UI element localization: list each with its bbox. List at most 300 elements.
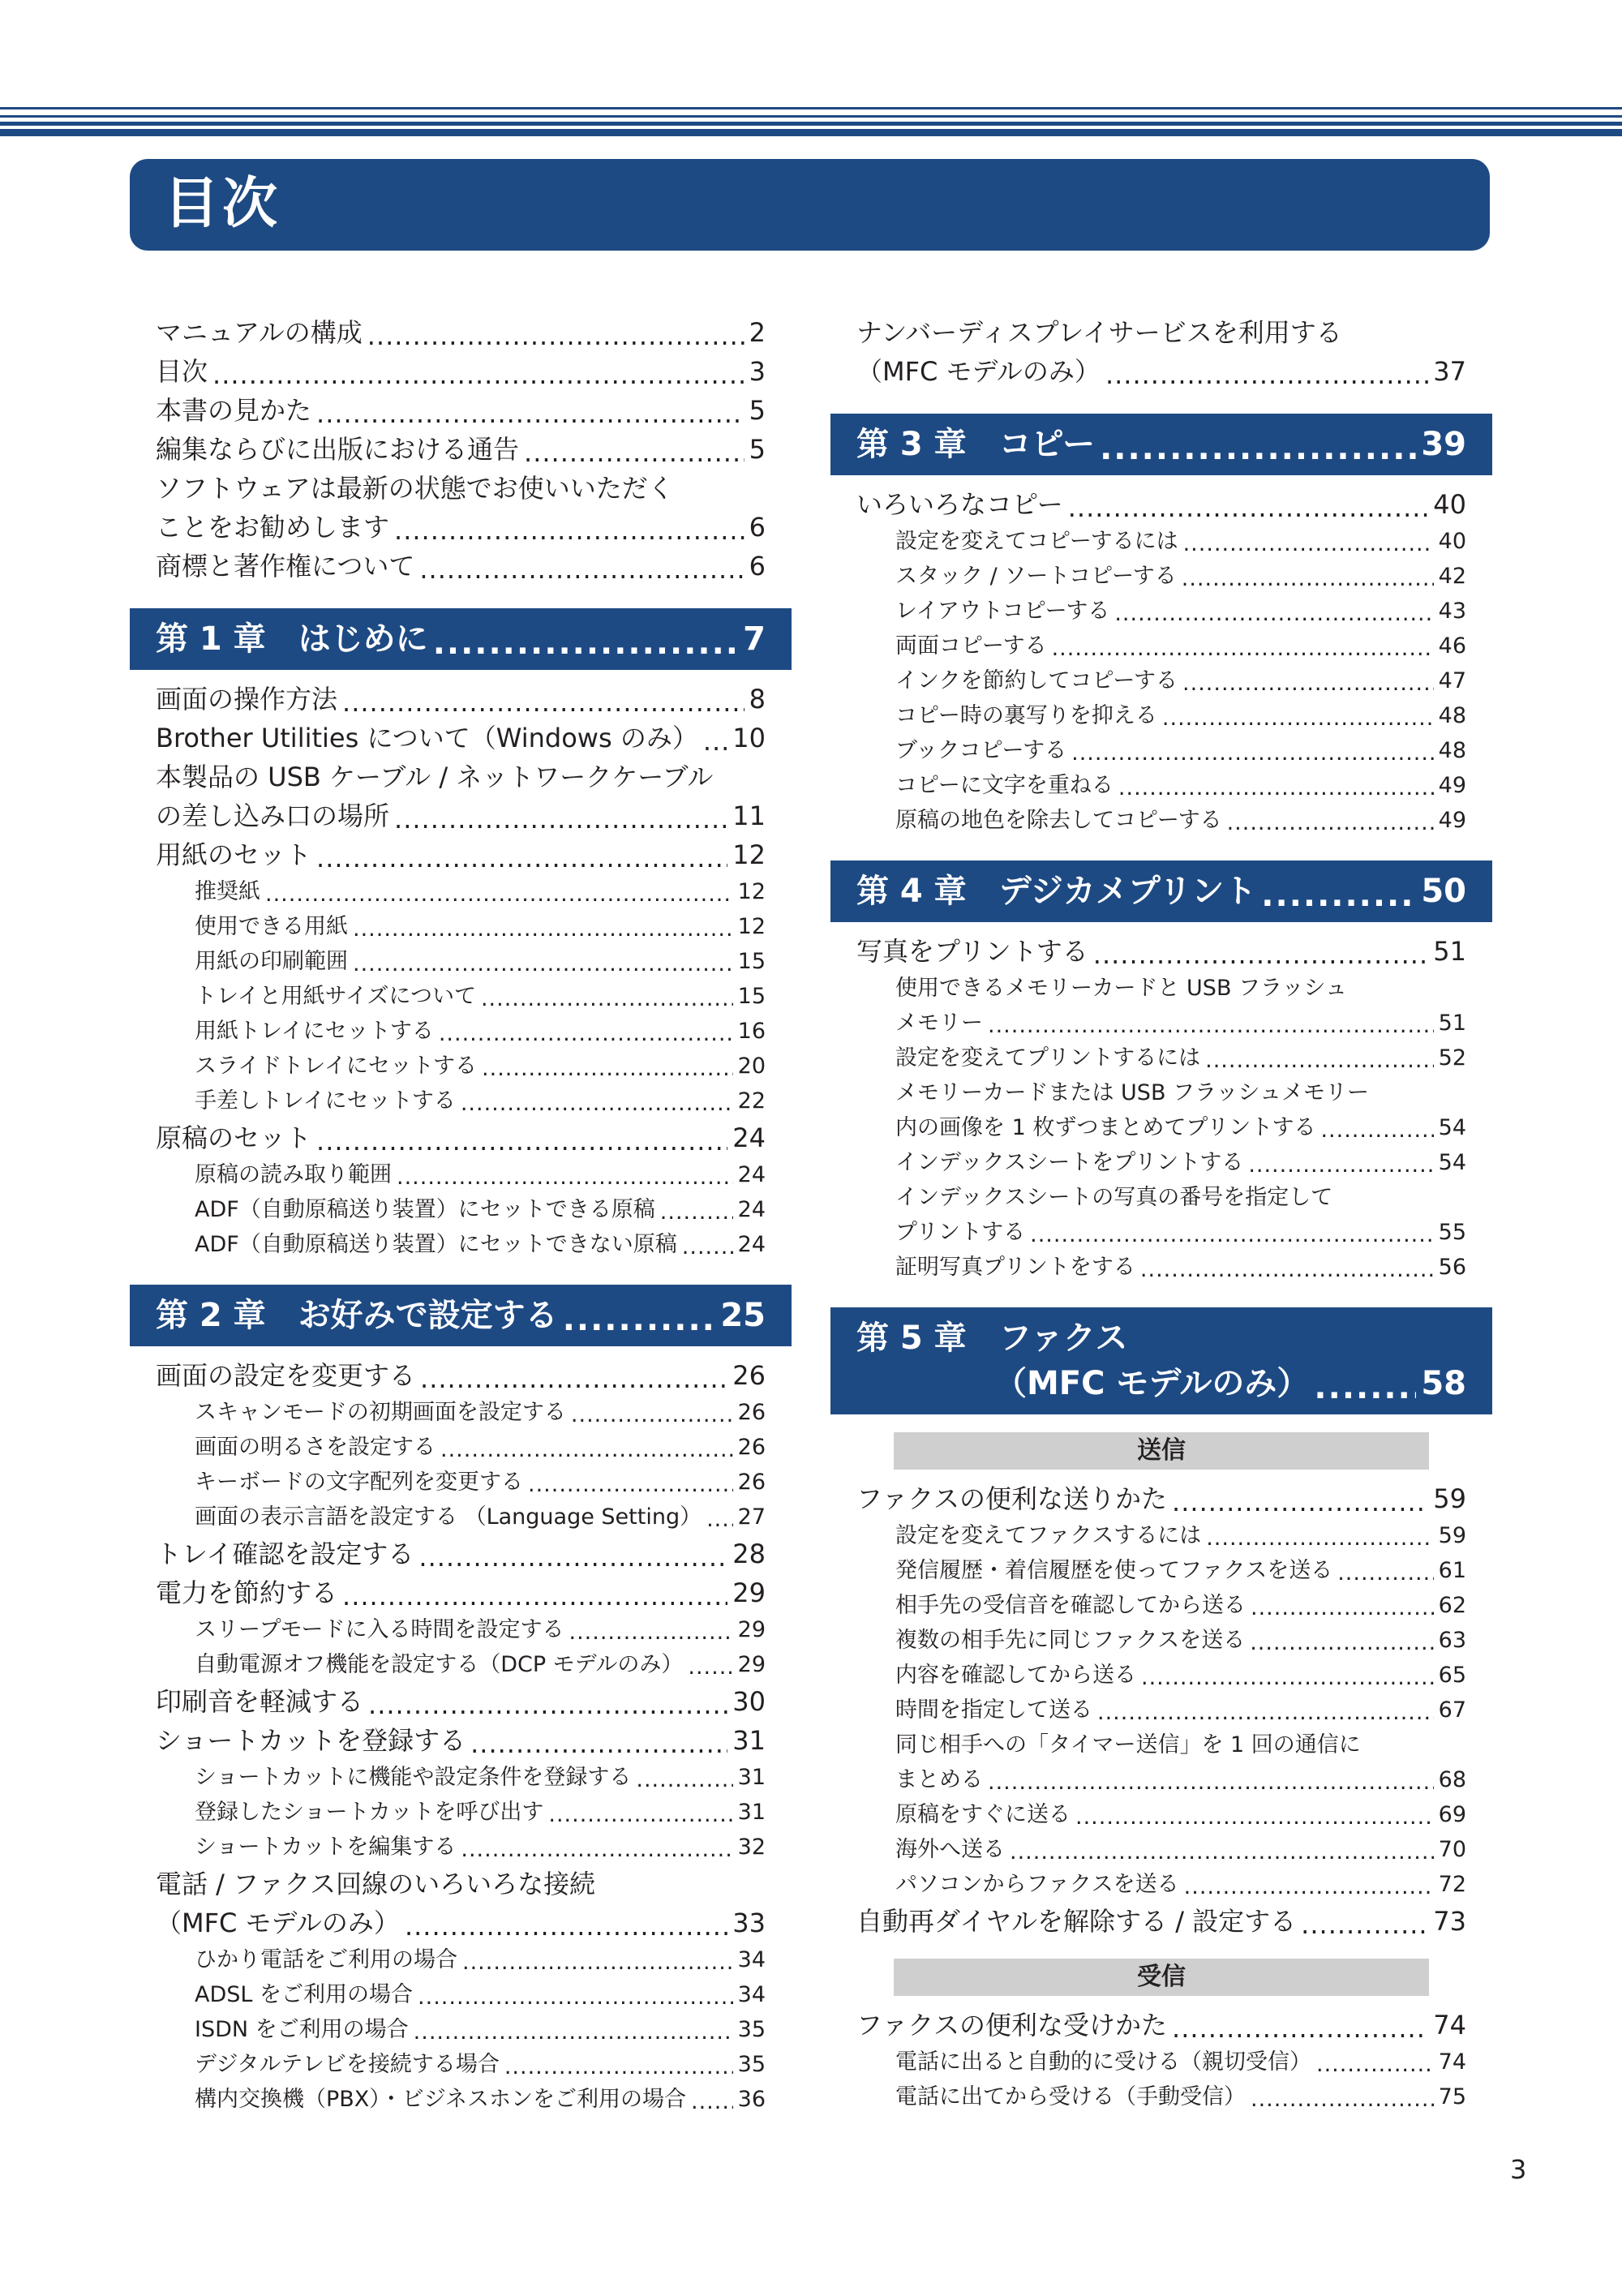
leader-dots bbox=[571, 1407, 733, 1430]
chapter-heading-row bbox=[156, 1293, 766, 1338]
toc-entry-row bbox=[195, 1795, 766, 1830]
toc-entry-page: 59 bbox=[1433, 1483, 1466, 1514]
toc-entry[interactable] bbox=[130, 1500, 792, 1534]
toc-entry-text: 画面の明るさを設定する bbox=[195, 1435, 436, 1460]
page-number: 3 bbox=[1510, 2154, 1527, 2185]
toc-entry-row bbox=[895, 1797, 1466, 1832]
leader-dots bbox=[1248, 1157, 1433, 1180]
toc-entry-page: 54 bbox=[1438, 1150, 1466, 1175]
toc-entry[interactable] bbox=[130, 1356, 792, 1395]
leader-dots bbox=[988, 1018, 1434, 1041]
toc-entry[interactable] bbox=[830, 971, 1492, 1041]
toc-entry-page: 55 bbox=[1438, 1220, 1466, 1245]
toc-entry-text: 電話に出ると自動的に受ける（親切受信） bbox=[895, 2049, 1311, 2075]
toc-entry-text: ADF（自動原稿送り装置）にセットできない原稿 bbox=[195, 1232, 677, 1257]
chapter-heading-ch3[interactable] bbox=[830, 414, 1492, 475]
toc-entry[interactable] bbox=[130, 719, 792, 757]
chapter-heading-line2 bbox=[856, 1361, 1466, 1406]
toc-entry[interactable] bbox=[130, 469, 792, 547]
toc-entry-text-line1: インデックスシートの写真の番号を指定して bbox=[895, 1185, 1333, 1210]
toc-entry-page: 12 bbox=[737, 879, 766, 904]
chapter-title: デジカメプリント bbox=[998, 873, 1257, 910]
toc-entry-row bbox=[195, 1465, 766, 1500]
toc-left-column bbox=[130, 313, 792, 2117]
toc-entry[interactable] bbox=[830, 932, 1492, 971]
toc-entry-row bbox=[195, 1014, 766, 1049]
toc-entry[interactable] bbox=[830, 1623, 1492, 1658]
toc-entry[interactable] bbox=[830, 594, 1492, 629]
toc-entry-row bbox=[195, 944, 766, 979]
toc-entry[interactable] bbox=[830, 559, 1492, 594]
leader-dots bbox=[316, 402, 744, 430]
toc-entry-text: キーボードの文字配列を変更する bbox=[195, 1470, 523, 1495]
toc-entry-row bbox=[195, 2047, 766, 2082]
toc-entry-row bbox=[895, 1553, 1466, 1588]
toc-entry[interactable] bbox=[130, 1084, 792, 1118]
toc-entry-page: 12 bbox=[732, 839, 766, 870]
toc-entry[interactable] bbox=[830, 1180, 1492, 1250]
toc-entry[interactable] bbox=[830, 1041, 1492, 1075]
toc-entry-row bbox=[195, 2012, 766, 2047]
toc-entry-row bbox=[156, 1534, 766, 1573]
leader-dots bbox=[1337, 1565, 1433, 1588]
chapter-heading-line1 bbox=[856, 1315, 1466, 1361]
leader-dots bbox=[1184, 1879, 1434, 1902]
leader-dots bbox=[1071, 745, 1434, 768]
toc-entry[interactable] bbox=[130, 1977, 792, 2012]
toc-entry-text: 原稿をすぐに送る bbox=[895, 1802, 1071, 1827]
toc-entry[interactable] bbox=[130, 1395, 792, 1430]
toc-entry[interactable] bbox=[830, 803, 1492, 838]
toc-entry-text: ショートカットを編集する bbox=[195, 1835, 457, 1860]
toc-entry-text: インクを節約してコピーする bbox=[895, 668, 1178, 693]
leader-dots bbox=[1251, 2092, 1434, 2114]
leader-dots bbox=[691, 2094, 733, 2117]
toc-entry-text: ショートカットを登録する bbox=[156, 1725, 466, 1756]
toc-entry-text: ひかり電話をご利用の場合 bbox=[195, 1947, 457, 1972]
toc-entry[interactable] bbox=[130, 2082, 792, 2117]
toc-entry[interactable] bbox=[830, 1075, 1492, 1145]
toc-entry-row bbox=[895, 1762, 1466, 1797]
toc-entry-text: 構内交換機（PBX）・ビジネスホンをご利用の場合 bbox=[195, 2087, 686, 2112]
toc-entry[interactable] bbox=[130, 1942, 792, 1977]
toc-entry-text: 発信履歴・着信履歴を使ってファクスを送る bbox=[895, 1558, 1333, 1583]
toc-entry-row bbox=[156, 719, 766, 757]
leader-dots bbox=[1140, 1262, 1434, 1285]
leader-dots bbox=[1172, 2017, 1428, 2045]
toc-entry-text: デジタルテレビを接続する場合 bbox=[195, 2052, 500, 2077]
toc-entry-row bbox=[195, 909, 766, 944]
leader-dots bbox=[1068, 496, 1429, 524]
toc-entry[interactable] bbox=[130, 1647, 792, 1682]
chapter-heading-row bbox=[856, 869, 1466, 914]
toc-entry[interactable] bbox=[130, 547, 792, 586]
toc-entry[interactable] bbox=[130, 1795, 792, 1830]
toc-entry-row bbox=[895, 1006, 1466, 1041]
leader-dots bbox=[439, 1026, 733, 1049]
toc-entry[interactable] bbox=[130, 1014, 792, 1049]
toc-entry[interactable] bbox=[830, 663, 1492, 698]
toc-entry-row bbox=[156, 1118, 766, 1157]
toc-entry-row bbox=[895, 2045, 1466, 2079]
toc-entry-page: 61 bbox=[1438, 1558, 1466, 1583]
leader-dots bbox=[316, 1130, 727, 1157]
chapter-title: お好みで設定する bbox=[298, 1297, 558, 1334]
toc-entry-page: 6 bbox=[749, 551, 766, 582]
page-title: 目次 bbox=[164, 172, 281, 236]
toc-entry-row bbox=[156, 1573, 766, 1612]
toc-entry[interactable] bbox=[130, 1118, 792, 1157]
toc-entry-page: 20 bbox=[737, 1054, 766, 1079]
toc-entry[interactable] bbox=[830, 2006, 1492, 2045]
toc-entry[interactable] bbox=[130, 1157, 792, 1192]
leader-dots bbox=[265, 886, 733, 909]
leader-dots bbox=[1227, 815, 1434, 838]
toc-entry-row bbox=[156, 430, 766, 469]
toc-entry-text: 用紙トレイにセットする bbox=[195, 1019, 434, 1044]
toc-entry-row bbox=[156, 1356, 766, 1395]
toc-entry-text: 手差しトレイにセットする bbox=[195, 1088, 456, 1114]
toc-entry-text: 印刷音を軽減する bbox=[156, 1686, 364, 1717]
leader-dots bbox=[703, 730, 727, 757]
leader-dots bbox=[461, 1096, 733, 1118]
toc-entry-page: 10 bbox=[732, 723, 766, 753]
toc-entry-page: 31 bbox=[737, 1765, 766, 1790]
leader-dots bbox=[1205, 1053, 1434, 1075]
toc-entry-row bbox=[856, 2006, 1466, 2045]
toc-entry-page: 74 bbox=[1438, 2049, 1466, 2075]
leader-dots bbox=[682, 1239, 733, 1262]
toc-entry[interactable] bbox=[130, 352, 792, 391]
toc-entry-row bbox=[895, 1145, 1466, 1180]
toc-entry-row bbox=[895, 768, 1466, 803]
toc-entry-text: ショートカットに機能や設定条件を登録する bbox=[195, 1765, 632, 1790]
toc-entry-text-line1: ナンバーディスプレイサービスを利用する bbox=[856, 317, 1342, 348]
toc-entry[interactable] bbox=[130, 1830, 792, 1865]
toc-entry-page: 26 bbox=[737, 1435, 766, 1460]
chapter-page: 50 bbox=[1421, 873, 1466, 910]
toc-entry-page: 34 bbox=[737, 1947, 766, 1972]
leader-dots bbox=[1172, 1491, 1428, 1518]
leader-dots bbox=[504, 2059, 733, 2082]
toc-entry-text: コピー時の裏写りを抑える bbox=[895, 703, 1157, 728]
toc-entry[interactable] bbox=[830, 524, 1492, 559]
toc-entry-page: 29 bbox=[737, 1617, 766, 1642]
toc-entry-page: 28 bbox=[732, 1539, 766, 1569]
toc-entry-row bbox=[856, 1479, 1466, 1518]
toc-entry-text: 複数の相手先に同じファクスを送る bbox=[895, 1628, 1246, 1653]
leader-dots bbox=[433, 628, 738, 662]
leader-dots bbox=[1114, 606, 1433, 629]
toc-entry-page: 68 bbox=[1438, 1767, 1466, 1792]
toc-entry-text: ファクスの便利な受けかた bbox=[856, 2010, 1168, 2041]
toc-entry-row bbox=[895, 629, 1466, 663]
toc-entry[interactable] bbox=[830, 1658, 1492, 1693]
toc-entry-row bbox=[156, 796, 766, 835]
chapter-label: 第 4 章 bbox=[856, 873, 967, 910]
leader-dots bbox=[1261, 880, 1416, 914]
toc-entry-text: ブックコピーする bbox=[895, 738, 1067, 763]
toc-entry-page: 30 bbox=[732, 1686, 766, 1717]
leader-dots bbox=[1093, 943, 1429, 971]
toc-entry-text: 用紙の印刷範囲 bbox=[195, 949, 348, 974]
leader-dots bbox=[418, 1989, 733, 2012]
toc-entry-row bbox=[895, 1215, 1466, 1250]
leader-dots bbox=[482, 1061, 733, 1084]
toc-entry[interactable] bbox=[830, 485, 1492, 524]
toc-entry-text: 設定を変えてプリントするには bbox=[895, 1045, 1201, 1071]
toc-entry-text: 相手先の受信音を確認してから送る bbox=[895, 1593, 1246, 1618]
toc-entry-page: 8 bbox=[749, 684, 766, 715]
toc-entry[interactable] bbox=[130, 835, 792, 874]
toc-entry-page: 69 bbox=[1438, 1802, 1466, 1827]
toc-entry-text: 自動再ダイヤルを解除する / 設定する bbox=[856, 1906, 1297, 1937]
toc-entry-text: 自動電源オフ機能を設定する（DCP モデルのみ） bbox=[195, 1652, 684, 1677]
toc-entry-row bbox=[195, 1227, 766, 1262]
toc-entry-row bbox=[195, 1500, 766, 1534]
toc-entry[interactable] bbox=[830, 1693, 1492, 1727]
chapter-heading-ch5[interactable] bbox=[830, 1307, 1492, 1414]
leader-dots bbox=[1182, 571, 1434, 594]
leader-dots bbox=[1182, 676, 1434, 698]
toc-entry-row bbox=[156, 1903, 766, 1942]
toc-entry-text: 用紙のセット bbox=[156, 839, 312, 870]
toc-entry-row bbox=[156, 547, 766, 586]
toc-entry-row bbox=[195, 979, 766, 1014]
toc-entry[interactable] bbox=[830, 733, 1492, 768]
toc-entry-page: 2 bbox=[749, 317, 766, 348]
toc-entry[interactable] bbox=[830, 1867, 1492, 1902]
toc-entry-text: 登録したショートカットを呼び出す bbox=[195, 1800, 544, 1825]
leader-dots bbox=[1030, 1227, 1434, 1250]
toc-entry-page: 5 bbox=[749, 395, 766, 426]
toc-entry[interactable] bbox=[830, 1727, 1492, 1797]
toc-entry[interactable] bbox=[130, 1534, 792, 1573]
toc-entry-text: 画面の設定を変更する bbox=[156, 1360, 416, 1391]
toc-entry-row bbox=[895, 1250, 1466, 1285]
toc-entry-row bbox=[856, 352, 1466, 391]
toc-entry[interactable] bbox=[830, 698, 1492, 733]
toc-entry[interactable] bbox=[130, 1865, 792, 1942]
toc-entry-text: 目次 bbox=[156, 356, 208, 387]
toc-entry-row bbox=[156, 352, 766, 391]
toc-entry-page: 6 bbox=[749, 512, 766, 543]
toc-entry[interactable] bbox=[130, 1721, 792, 1760]
toc-entry-text: 内容を確認してから送る bbox=[895, 1663, 1136, 1688]
toc-entry[interactable] bbox=[130, 1465, 792, 1500]
toc-entry-page: 47 bbox=[1438, 668, 1466, 693]
toc-entry-page: 48 bbox=[1438, 738, 1466, 763]
toc-entry-page: 35 bbox=[737, 2017, 766, 2042]
toc-entry[interactable] bbox=[130, 1049, 792, 1084]
toc-entry-text: （MFC モデルのみ） bbox=[156, 1908, 400, 1938]
toc-entry-text: 本書の見かた bbox=[156, 395, 312, 426]
toc-entry-text: 商標と著作権について bbox=[156, 551, 415, 582]
chapter-heading-ch1[interactable] bbox=[130, 608, 792, 670]
toc-entry-row bbox=[195, 874, 766, 909]
toc-entry[interactable] bbox=[130, 430, 792, 469]
toc-entry-row bbox=[856, 485, 1466, 524]
toc-entry-page: 5 bbox=[749, 434, 766, 465]
toc-entry[interactable] bbox=[130, 1682, 792, 1721]
toc-entry-row bbox=[895, 1588, 1466, 1623]
chapter-heading-ch2[interactable] bbox=[130, 1285, 792, 1346]
toc-entry-row bbox=[895, 524, 1466, 559]
leader-dots bbox=[1075, 1809, 1434, 1832]
toc-entry[interactable] bbox=[130, 757, 792, 835]
toc-entry[interactable] bbox=[830, 1553, 1492, 1588]
toc-entry-text: 使用できる用紙 bbox=[195, 914, 348, 939]
leader-dots bbox=[1250, 1635, 1433, 1658]
leader-dots bbox=[548, 1807, 732, 1830]
toc-entry[interactable] bbox=[830, 1145, 1492, 1180]
toc-entry-page: 75 bbox=[1438, 2084, 1466, 2109]
chapter-heading-ch4[interactable] bbox=[830, 860, 1492, 922]
toc-entry-row bbox=[195, 1612, 766, 1647]
toc-entry-row bbox=[195, 1942, 766, 1977]
toc-entry[interactable] bbox=[130, 874, 792, 909]
toc-entry-row bbox=[195, 1157, 766, 1192]
toc-entry-text-line1: 本製品の USB ケーブル / ネットワークケーブル bbox=[156, 762, 714, 792]
toc-entry-row bbox=[895, 1518, 1466, 1553]
toc-entry-text: マニュアルの構成 bbox=[156, 317, 363, 348]
toc-entry-row bbox=[895, 1867, 1466, 1902]
toc-entry-row bbox=[195, 1977, 766, 2012]
leader-dots bbox=[440, 1442, 733, 1465]
toc-entry[interactable] bbox=[830, 1588, 1492, 1623]
toc-entry-row bbox=[195, 1830, 766, 1865]
toc-entry-text: トレイと用紙サイズについて bbox=[195, 984, 476, 1009]
toc-entry[interactable] bbox=[830, 1518, 1492, 1553]
toc-entry[interactable] bbox=[830, 313, 1492, 391]
chapter-page: 58 bbox=[1421, 1365, 1466, 1402]
toc-entry[interactable] bbox=[830, 629, 1492, 663]
toc-entry[interactable] bbox=[130, 1760, 792, 1795]
toc-entry-page: 43 bbox=[1438, 599, 1466, 624]
toc-entry-page: 62 bbox=[1438, 1593, 1466, 1618]
toc-entry-row bbox=[156, 391, 766, 430]
toc-entry-page: 73 bbox=[1433, 1906, 1466, 1937]
toc-entry-text-line1: 電話 / ファクス回線のいろいろな接続 bbox=[156, 1869, 596, 1899]
toc-entry-text: スライドトレイにセットする bbox=[195, 1054, 478, 1079]
chapter-heading-row bbox=[856, 422, 1466, 467]
toc-entry-row bbox=[156, 313, 766, 352]
toc-entry-text: Brother Utilities について（Windows のみ） bbox=[156, 723, 698, 753]
toc-entry-row bbox=[195, 2082, 766, 2117]
toc-entry[interactable] bbox=[130, 944, 792, 979]
toc-entry[interactable] bbox=[830, 1832, 1492, 1867]
leader-dots bbox=[367, 324, 744, 352]
leader-dots bbox=[405, 1915, 727, 1942]
leader-dots bbox=[1010, 1844, 1434, 1867]
toc-entry-page: 40 bbox=[1433, 489, 1466, 520]
toc-entry-row bbox=[895, 803, 1466, 838]
toc-entry-row bbox=[895, 733, 1466, 768]
chapter-page: 7 bbox=[743, 620, 766, 658]
toc-entry-row bbox=[856, 1902, 1466, 1941]
toc-entry-text-line1: 使用できるメモリーカードと USB フラッシュ bbox=[895, 976, 1347, 1001]
leader-dots bbox=[394, 519, 744, 547]
toc-entry-text: レイアウトコピーする bbox=[895, 599, 1110, 624]
toc-entry-row bbox=[156, 835, 766, 874]
toc-entry-row bbox=[856, 932, 1466, 971]
toc-entry-row bbox=[895, 1041, 1466, 1075]
toc-entry[interactable] bbox=[130, 1227, 792, 1262]
toc-entry-page: 22 bbox=[737, 1088, 766, 1114]
toc-entry-text: 画面の操作方法 bbox=[156, 684, 338, 715]
toc-entry-text: ファクスの便利な送りかた bbox=[856, 1483, 1168, 1514]
toc-entry[interactable] bbox=[830, 2079, 1492, 2114]
toc-entry-row bbox=[195, 1647, 766, 1682]
toc-entry-row bbox=[195, 1084, 766, 1118]
leader-dots bbox=[1100, 433, 1416, 467]
toc-entry-page: 3 bbox=[749, 356, 766, 387]
toc-entry-row bbox=[895, 559, 1466, 594]
toc-entry-row bbox=[895, 663, 1466, 698]
leader-dots bbox=[1183, 536, 1434, 559]
leader-dots bbox=[353, 921, 733, 944]
toc-entry-page: 12 bbox=[737, 914, 766, 939]
toc-entry[interactable] bbox=[130, 2047, 792, 2082]
toc-entry-row bbox=[895, 1832, 1466, 1867]
toc-entry[interactable] bbox=[130, 1573, 792, 1612]
toc-entry[interactable] bbox=[830, 1250, 1492, 1285]
toc-entry-page: 31 bbox=[737, 1800, 766, 1825]
toc-entry-page: 24 bbox=[737, 1162, 766, 1187]
toc-entry[interactable] bbox=[830, 2045, 1492, 2079]
leader-dots bbox=[1251, 1600, 1434, 1623]
toc-entry-text: 電話に出てから受ける（手動受信） bbox=[895, 2084, 1246, 2109]
toc-entry[interactable] bbox=[130, 1430, 792, 1465]
chapter-label: 第 3 章 bbox=[856, 426, 967, 463]
leader-dots bbox=[636, 1772, 732, 1795]
toc-entry-page: 24 bbox=[732, 1122, 766, 1153]
toc-entry-page: 52 bbox=[1438, 1045, 1466, 1071]
toc-entry-page: 37 bbox=[1433, 356, 1466, 387]
toc-entry[interactable] bbox=[130, 1192, 792, 1227]
leader-dots bbox=[212, 363, 744, 391]
toc-entry[interactable] bbox=[130, 391, 792, 430]
toc-entry-text: 電力を節約する bbox=[156, 1577, 338, 1608]
toc-entry-text: スタック / ソートコピーする bbox=[895, 564, 1177, 589]
toc-entry-text: （MFC モデルのみ） bbox=[856, 356, 1101, 387]
leader-dots bbox=[1162, 710, 1434, 733]
toc-entry-text: まとめる bbox=[895, 1767, 983, 1792]
toc-entry-text-line1: ソフトウェアは最新の状態でお使いいただく bbox=[156, 473, 674, 504]
toc-entry[interactable] bbox=[130, 1612, 792, 1647]
toc-entry[interactable] bbox=[830, 1797, 1492, 1832]
title-banner bbox=[130, 159, 1490, 251]
toc-entry[interactable] bbox=[130, 979, 792, 1014]
toc-entry-row bbox=[195, 1395, 766, 1430]
toc-entry[interactable] bbox=[130, 2012, 792, 2047]
toc-entry-page: 26 bbox=[737, 1400, 766, 1425]
toc-entry[interactable] bbox=[130, 313, 792, 352]
chapter-label: 第 1 章 bbox=[156, 620, 266, 658]
toc-entry[interactable] bbox=[130, 680, 792, 719]
toc-entry[interactable] bbox=[830, 1902, 1492, 1941]
toc-entry-row bbox=[195, 1049, 766, 1084]
toc-entry[interactable] bbox=[830, 768, 1492, 803]
toc-entry-page: 46 bbox=[1438, 633, 1466, 659]
toc-entry[interactable] bbox=[130, 909, 792, 944]
leader-dots bbox=[397, 1169, 733, 1192]
toc-entry[interactable] bbox=[830, 1479, 1492, 1518]
leader-dots bbox=[1320, 1122, 1433, 1145]
toc-entry-row bbox=[156, 508, 766, 547]
toc-entry-page: 29 bbox=[737, 1652, 766, 1677]
toc-entry-page: 32 bbox=[737, 1835, 766, 1860]
